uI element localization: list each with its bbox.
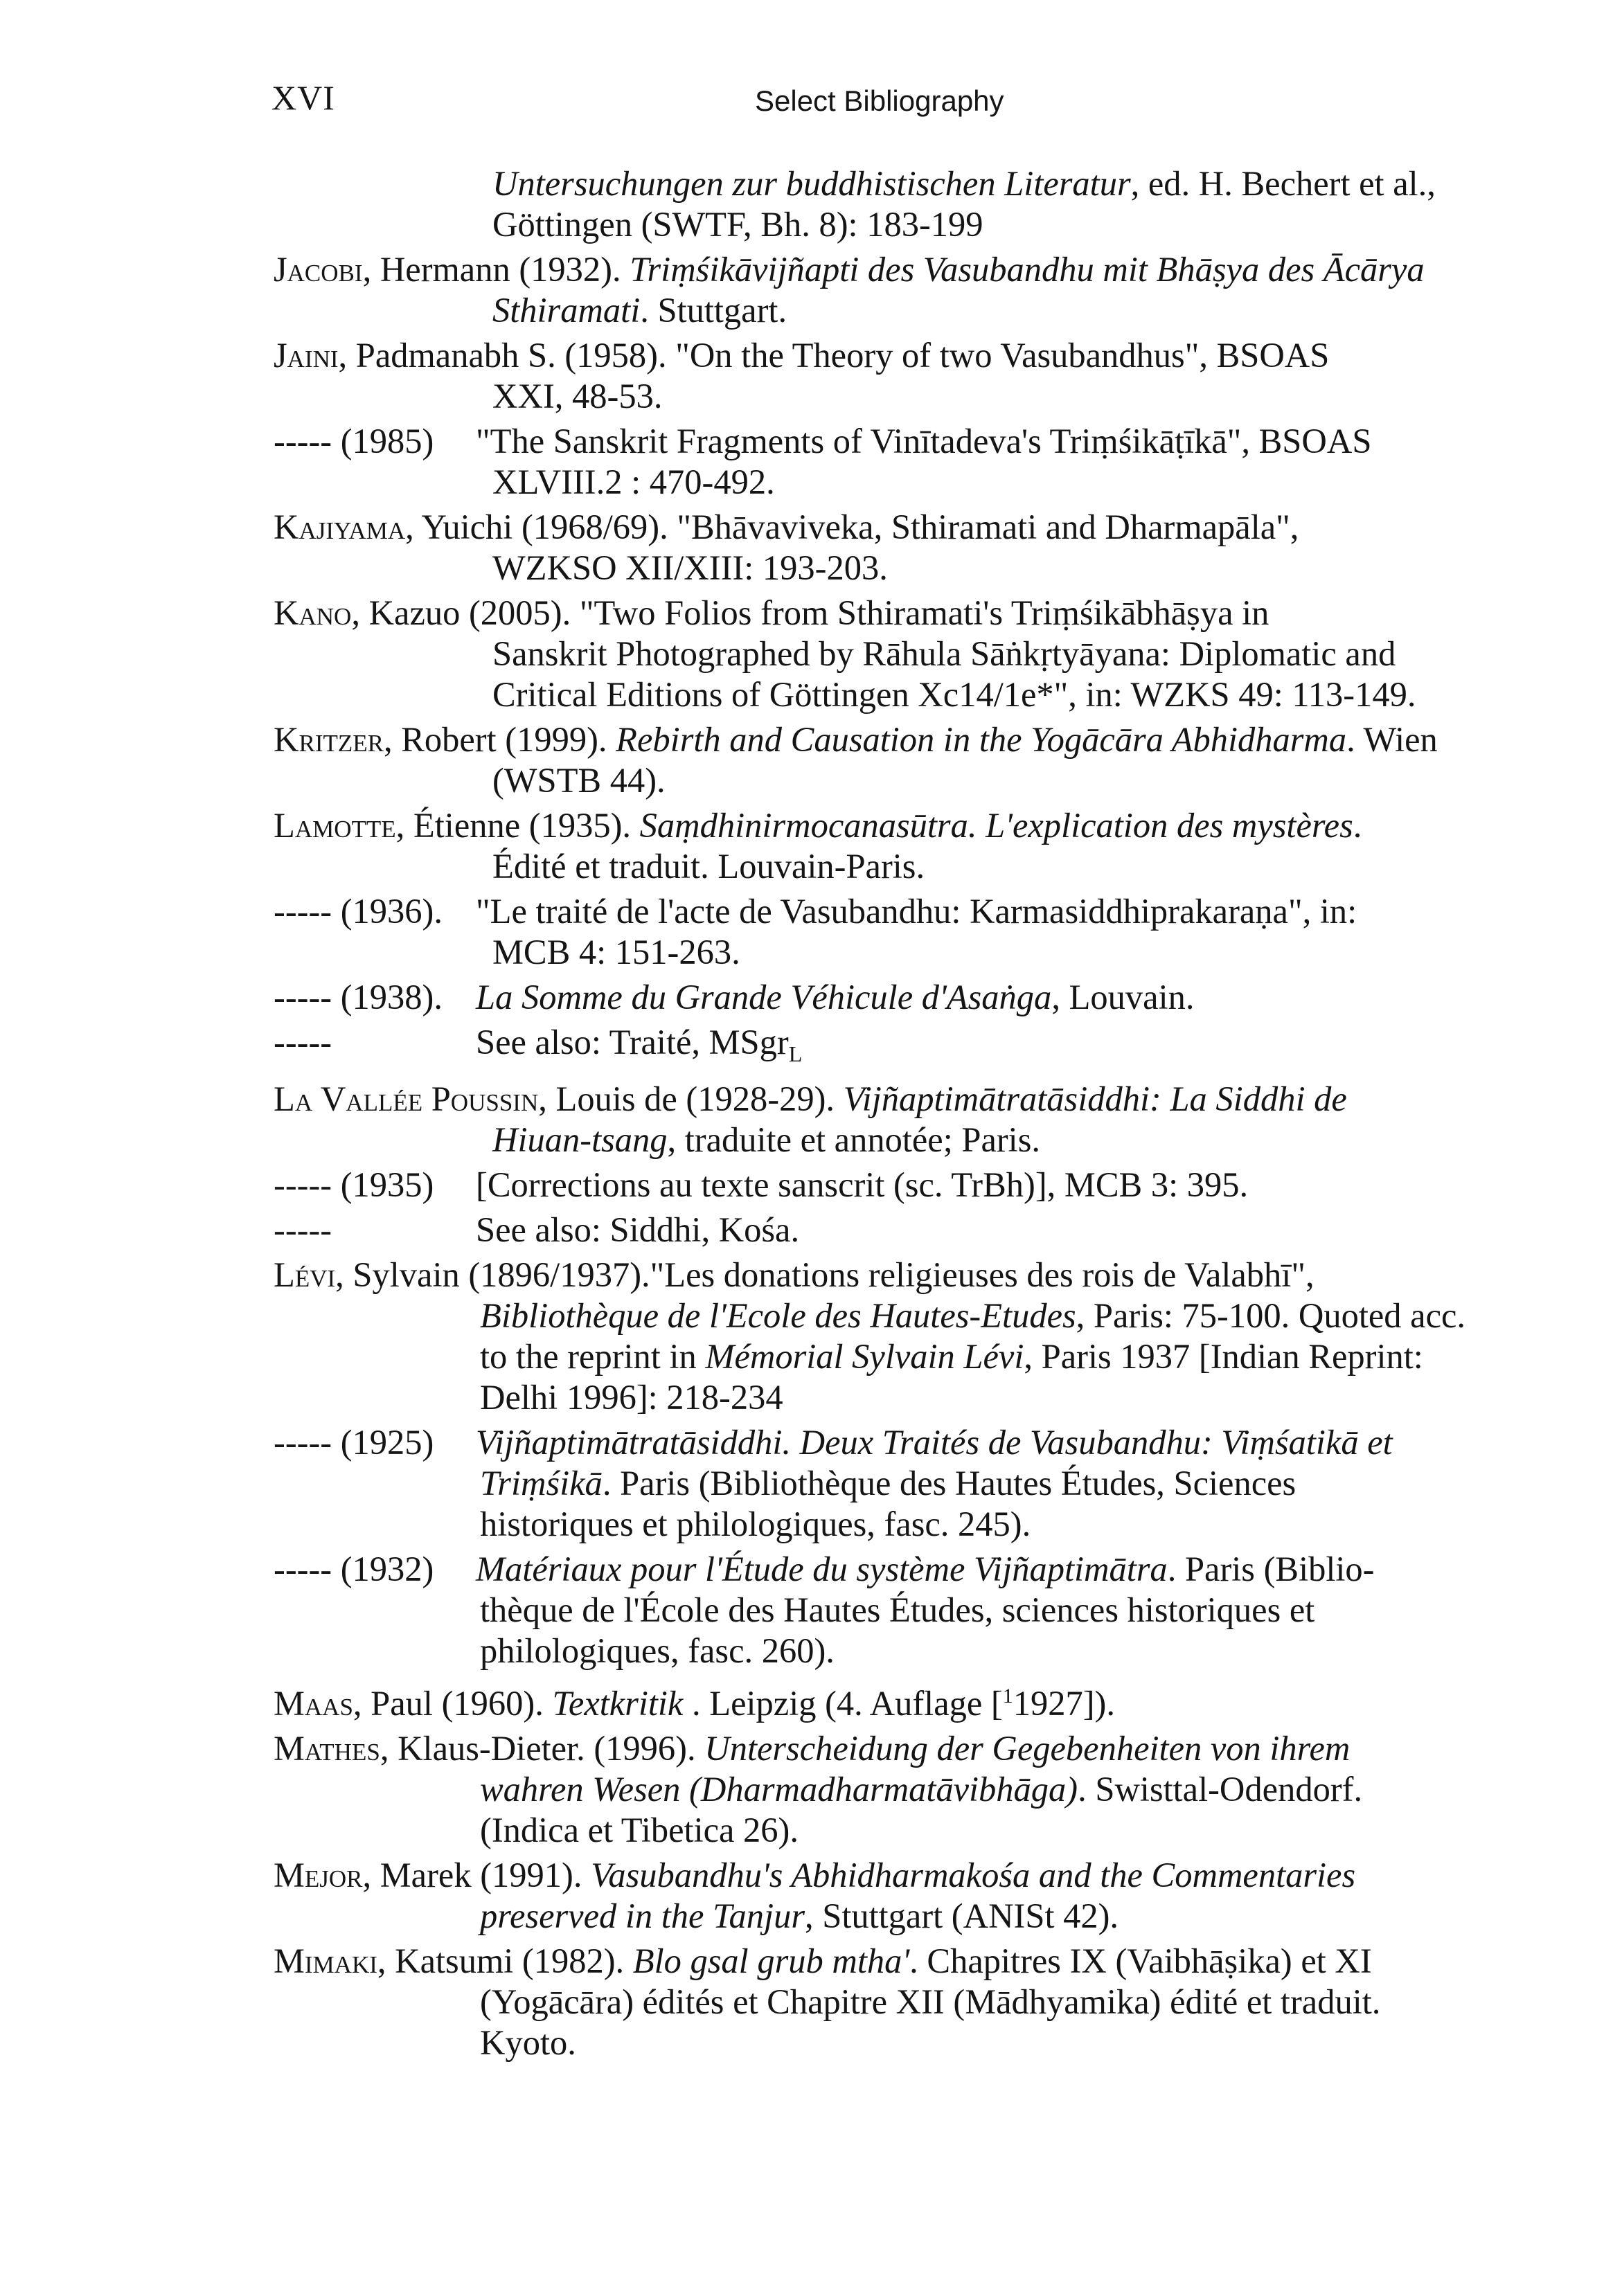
bib-text: , Robert (1999). (383, 720, 616, 759)
bib-line: philologiques, fasc. 260). (480, 1631, 835, 1671)
bib-text: . Leipzig (4. Auflage [ (683, 1683, 1003, 1723)
bib-line (274, 1855, 1513, 1896)
bib-entry-kajiyama (274, 507, 1513, 589)
bib-entry-lamotte-1936 (274, 891, 1513, 973)
bib-entry-lamotte (274, 805, 1513, 887)
bib-author: Mathes (274, 1728, 380, 1768)
subscript: L (788, 1041, 803, 1067)
bib-entry-mimaki (274, 1941, 1513, 2063)
bib-line: Delhi 1996]: 218-234 (480, 1378, 783, 1417)
bib-line (274, 1295, 1513, 1336)
bib-entry-jacobi (274, 249, 1513, 331)
bib-dash: ----- (274, 1023, 332, 1061)
bib-line (274, 719, 1513, 760)
bib-text: , Sylvain (1896/1937)."Les donations religieuses des rois de Valabhī", (335, 1255, 1314, 1295)
bib-text: , Louis de (1928-29). (538, 1079, 844, 1119)
bib-author: Lévi (274, 1255, 336, 1295)
bib-entry-lamotte-1938 (274, 977, 1513, 1018)
bib-author: Maas (274, 1683, 353, 1723)
bib-text: , Louvain. (1051, 978, 1195, 1016)
bib-text: . Chapitres IX (Vaibhāṣika) et XI (909, 1941, 1372, 1980)
bib-line (274, 593, 1513, 634)
bib-line: historiques et philologiques, fasc. 245). (480, 1505, 1031, 1544)
bib-title: Vasubandhu's Abhidharmakośa and the Commentaries (591, 1855, 1356, 1894)
bib-line (274, 1336, 1513, 1377)
bib-entry-mathes (274, 1728, 1513, 1851)
bib-entry-la-vallee-poussin (274, 1079, 1513, 1160)
bib-line (274, 1079, 1513, 1120)
bib-line (274, 1210, 1513, 1250)
bib-text: See also: Traité, MSgr (476, 1023, 789, 1061)
bib-line (274, 1022, 1513, 1075)
bib-line (274, 163, 1513, 204)
bib-line: XLVIII.2 : 470-492. (492, 463, 775, 501)
bib-line (274, 1255, 1513, 1295)
bib-title: Sthiramati (492, 291, 641, 330)
bib-text: "Le traité de l'acte de Vasubandhu: Karmasiddhiprakaraṇa", in: (476, 892, 1357, 931)
bib-line (274, 977, 1513, 1018)
bib-text: , Yuichi (1968/69). "Bhāvaviveka, Sthiramati and Dharmapāla", (405, 508, 1299, 546)
bib-author: Mejor (274, 1855, 363, 1894)
bib-entry-levi-1932 (274, 1549, 1513, 1671)
bib-dash: ----- (1935) (274, 1165, 434, 1205)
bib-text: 1927]). (1013, 1683, 1115, 1723)
bib-line (274, 1120, 1513, 1160)
bib-entry-levi (274, 1255, 1513, 1418)
bib-line: (Yogācāra) édités et Chapitre XII (Mādhyamika) édité et traduit. (480, 1982, 1381, 2021)
bib-text: , Katsumi (1982). (377, 1941, 633, 1980)
bib-line (274, 1941, 1513, 1982)
bib-dash: ----- (274, 1210, 332, 1250)
bib-text: , Paul (1960). (353, 1683, 553, 1723)
bib-entry-lvp-1935 (274, 1165, 1513, 1205)
bib-line (274, 1676, 1513, 1724)
bib-line: WZKSO XII/XIII: 193-203. (492, 548, 888, 587)
bib-title: Textkritik (552, 1683, 684, 1723)
bib-line: Édité et traduit. Louvain-Paris. (492, 847, 925, 886)
bib-line (274, 421, 1513, 462)
bib-line (274, 891, 1513, 932)
bib-text: . (1353, 806, 1362, 845)
bib-line: Critical Editions of Göttingen Xc14/1e*", in: WZKS 49: 113-149. (492, 675, 1416, 714)
bib-text: . Stuttgart. (640, 291, 787, 330)
bib-dash: ----- (1925) (274, 1423, 434, 1462)
bib-text: . Swisttal-Odendorf. (1078, 1769, 1363, 1809)
bib-line (274, 1896, 1513, 1937)
bib-dash: ----- (1985) (274, 422, 434, 460)
bib-title: Matériaux pour l'Étude du système Vijñaptimātra (476, 1550, 1168, 1589)
bib-entry-kano (274, 593, 1513, 715)
bib-dash: ----- (1932) (274, 1550, 434, 1589)
bib-text: , Hermann (1932). (362, 250, 630, 289)
bib-text: , Kazuo (2005). "Two Folios from Sthiramati's Triṃśikābhāṣya in (351, 593, 1269, 632)
bib-text: , Stuttgart (ANISt 42). (804, 1896, 1119, 1935)
bib-line: Kyoto. (480, 2023, 576, 2062)
bib-line: Göttingen (SWTF, Bh. 8): 183-199 (492, 205, 983, 244)
bib-title: Hiuan-tsang (492, 1120, 668, 1160)
bib-dash: ----- (1938). (274, 978, 443, 1016)
bib-title: Untersuchungen zur buddhistischen Literatur (492, 164, 1131, 203)
bib-author: Jaini (274, 336, 339, 375)
bib-text: . Wien (1346, 720, 1438, 759)
bib-entry-lamotte-see-also (274, 1022, 1513, 1075)
bib-line (274, 1728, 1513, 1769)
bib-title: preserved in the Tanjur (480, 1896, 805, 1935)
bib-line: (WSTB 44). (492, 761, 666, 800)
bib-line (274, 1463, 1513, 1504)
bib-title: Saṃdhinirmocanasūtra. L'explication des mystères (639, 806, 1353, 845)
bib-entry-jaini (274, 335, 1513, 417)
bib-text: , Marek (1991). (362, 1855, 591, 1894)
bib-title: Triṃśikā (480, 1464, 603, 1503)
bib-entry-mejor (274, 1855, 1513, 1937)
bib-line (274, 1165, 1513, 1205)
bib-entry-maas (274, 1676, 1513, 1724)
bib-dash: ----- (1936). (274, 892, 443, 931)
bib-text: . Paris (Biblio- (1167, 1550, 1375, 1589)
bib-text: to the reprint in (480, 1337, 706, 1376)
bib-text: [Corrections au texte sanscrit (sc. TrBh)], MCB 3: 395. (476, 1165, 1249, 1205)
bib-line (274, 507, 1513, 548)
bib-author: Kano (274, 593, 352, 632)
bib-title: Vijñaptimātratāsiddhi. Deux Traités de Vasubandhu: Viṃśatikā et (476, 1423, 1393, 1462)
bib-line (274, 290, 1513, 331)
bib-entry-jaini-1985 (274, 421, 1513, 503)
bib-line: MCB 4: 151-263. (492, 933, 740, 971)
bib-title: La Somme du Grande Véhicule d'Asaṅga (476, 978, 1052, 1016)
bib-title: Mémorial Sylvain Lévi (705, 1337, 1024, 1376)
bib-author: Mimaki (274, 1941, 377, 1980)
bib-title: Rebirth and Causation in the Yogācāra Abhidharma (616, 720, 1347, 759)
bib-line: Sanskrit Photographed by Rāhula Sāṅkṛtyāyana: Diplomatic and (492, 634, 1396, 673)
bib-title: wahren Wesen (Dharmadharmatāvibhāga) (480, 1769, 1078, 1809)
bibliography-list (274, 163, 1513, 2068)
bib-author: Kajiyama (274, 508, 406, 546)
bib-line: XXI, 48-53. (492, 377, 663, 415)
bib-author: Jacobi (274, 250, 363, 289)
bib-title: Vijñaptimātratāsiddhi: La Siddhi de (843, 1079, 1347, 1119)
bib-entry-levi-1925 (274, 1422, 1513, 1545)
bib-title: Unterscheidung der Gegebenheiten von ihrem (704, 1728, 1351, 1768)
bib-author: La Vallée Poussin (274, 1079, 539, 1119)
bib-entry-kritzer (274, 719, 1513, 801)
bib-title: Triṃśikāvijñapti des Vasubandhu mit Bhāṣya des Ācārya (630, 250, 1425, 289)
bib-text: , Klaus-Dieter. (1996). (380, 1728, 705, 1768)
bib-entry-lvp-see-also (274, 1210, 1513, 1250)
bib-line (274, 1422, 1513, 1463)
superscript: 1 (1002, 1685, 1013, 1708)
bib-title: Blo gsal grub mtha' (632, 1941, 910, 1980)
bib-text: See also: Siddhi, Kośa. (476, 1210, 800, 1250)
bib-author: Lamotte (274, 806, 396, 845)
bib-text: , Padmanabh S. (1958). "On the Theory of two Vasubandhus", BSOAS (338, 336, 1330, 375)
bib-author: Kritzer (274, 720, 384, 759)
bib-text: "The Sanskrit Fragments of Vinītadeva's Triṃśikāṭīkā", BSOAS (476, 422, 1372, 460)
bib-text: , Paris: 75-100. Quoted acc. (1076, 1296, 1466, 1336)
bib-text: , Étienne (1935). (395, 806, 640, 845)
bib-text: , ed. H. Bechert et al., (1130, 164, 1436, 203)
bib-text: . Paris (Bibliothèque des Hautes Études, Sciences (602, 1464, 1296, 1503)
bib-line (274, 249, 1513, 290)
bib-line: thèque de l'École des Hautes Études, sciences historiques et (480, 1590, 1315, 1630)
bib-line (274, 1769, 1513, 1810)
running-title: Select Bibliography (755, 84, 1004, 117)
bib-line (274, 1549, 1513, 1590)
bib-line (274, 805, 1513, 846)
page-number: XVI (271, 78, 335, 117)
bib-text: , traduite et annotée; Paris. (667, 1120, 1040, 1160)
bib-title: Bibliothèque de l'Ecole des Hautes-Etudes (480, 1296, 1076, 1336)
bib-line (274, 335, 1513, 376)
bib-text: , Paris 1937 [Indian Reprint: (1024, 1337, 1423, 1376)
running-head (0, 78, 1622, 133)
bib-entry-continuation (274, 163, 1513, 245)
bib-line: (Indica et Tibetica 26). (480, 1810, 799, 1849)
